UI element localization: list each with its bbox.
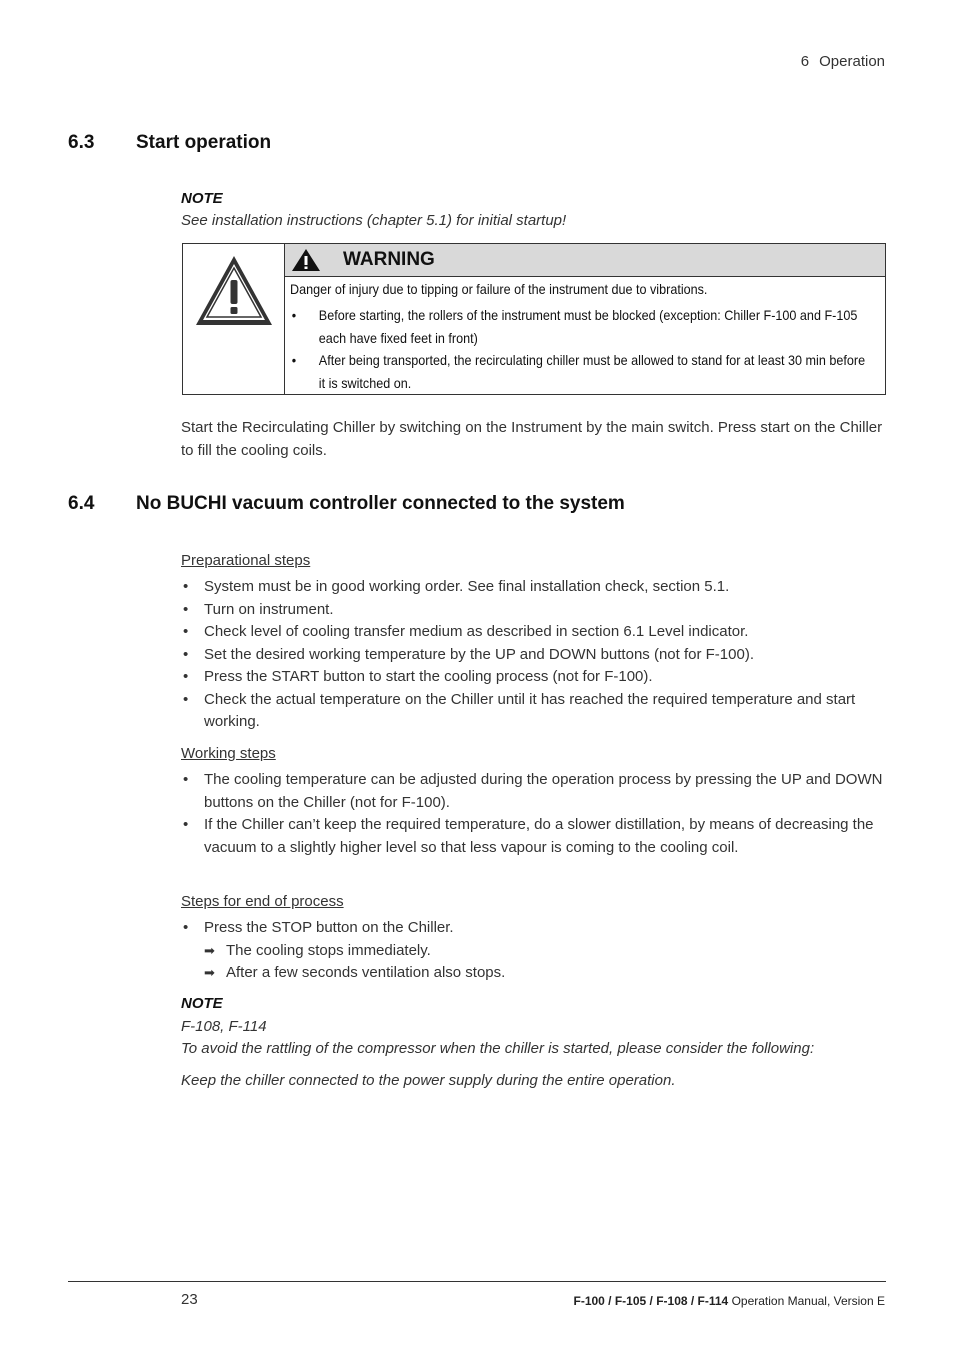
note-label: NOTE [181,995,223,1012]
result-item [204,964,505,981]
warning-intro: Danger of injury due to tipping or failure of the instrument due to vibrations. [290,281,708,297]
list-item: • If the Chiller can’t keep the required temperature, do a slower distillation, by means of decreasing the vacuum to a slightly higher level so that less vapour is coming to the cooling coil. [181,814,886,859]
warning-list [290,304,866,394]
prep-heading: Preparational steps [181,552,311,569]
section-heading-6-4 [68,493,625,515]
note-line: F-108, F-114 [181,1018,267,1035]
list-item: • Set the desired working temperature by the UP and DOWN buttons (not for F-100). [181,644,886,667]
list-item: • Turn on instrument. [181,599,886,622]
section-title: Start operation [136,132,272,153]
warning-title: WARNING [343,249,435,270]
note-text: See installation instructions (chapter 5.1) for initial startup! [181,212,567,229]
chapter-number: 6 [800,53,810,70]
end-list [181,917,886,940]
arrow-right-icon: ➡ [204,965,215,980]
work-heading: Working steps [181,745,276,762]
result-text: After a few seconds ventilation also stops. [226,964,506,981]
running-header [801,53,885,70]
footer-title [574,1294,886,1308]
note-line: To avoid the rattling of the compressor when the chiller is started, please consider the following: [181,1040,815,1057]
list-item: • The cooling temperature can be adjusted during the operation process by pressing the UP and DOWN buttons on the Chiller (not for F-100). [181,769,886,814]
chapter-title: Operation [819,53,885,70]
page-number: 23 [181,1291,198,1308]
list-item: • Press the STOP button on the Chiller. [181,917,886,940]
list-item: • Check the actual temperature on the Chiller until it has reached the required temperature and start working. [181,689,886,734]
result-item [204,942,431,959]
warning-symbol-cell [183,244,285,394]
warning-triangle-icon [194,254,274,328]
note-line: Keep the chiller connected to the power supply during the entire operation. [181,1072,676,1089]
warning-small-icon [291,248,321,272]
section-number: 6.3 [68,132,95,153]
arrow-right-icon: ➡ [204,943,215,958]
footer-models: F-100 / F-105 / F-108 / F-114 [573,1294,729,1308]
prep-list [181,576,886,734]
warning-item: • Before starting, the rollers of the instrument must be blocked (exception: Chiller F-100 and F-105 each have fixed feet in front) [290,304,866,349]
list-item: • Check level of cooling transfer medium as described in section 6.1 Level indicator. [181,621,886,644]
section-title: No BUCHI vacuum controller connected to the system [136,493,625,514]
list-item: • Press the START button to start the cooling process (not for F-100). [181,666,886,689]
start-paragraph: Start the Recirculating Chiller by switching on the Instrument by the main switch. Press start on the Chiller to fill the cooling coils. [181,419,883,459]
result-text: The cooling stops immediately. [226,942,431,959]
end-heading: Steps for end of process [181,893,344,910]
footer-divider [68,1281,886,1282]
footer-doc: Operation Manual, Version E [728,1294,885,1308]
warning-title-bar [285,244,885,277]
section-heading-6-3 [68,132,271,154]
warning-item: • After being transported, the recirculating chiller must be allowed to stand for at least 30 min before it is switched on. [290,349,866,394]
work-list [181,769,886,859]
section-number: 6.4 [68,493,95,514]
note-label: NOTE [181,190,223,207]
list-item: • System must be in good working order. See final installation check, section 5.1. [181,576,886,599]
